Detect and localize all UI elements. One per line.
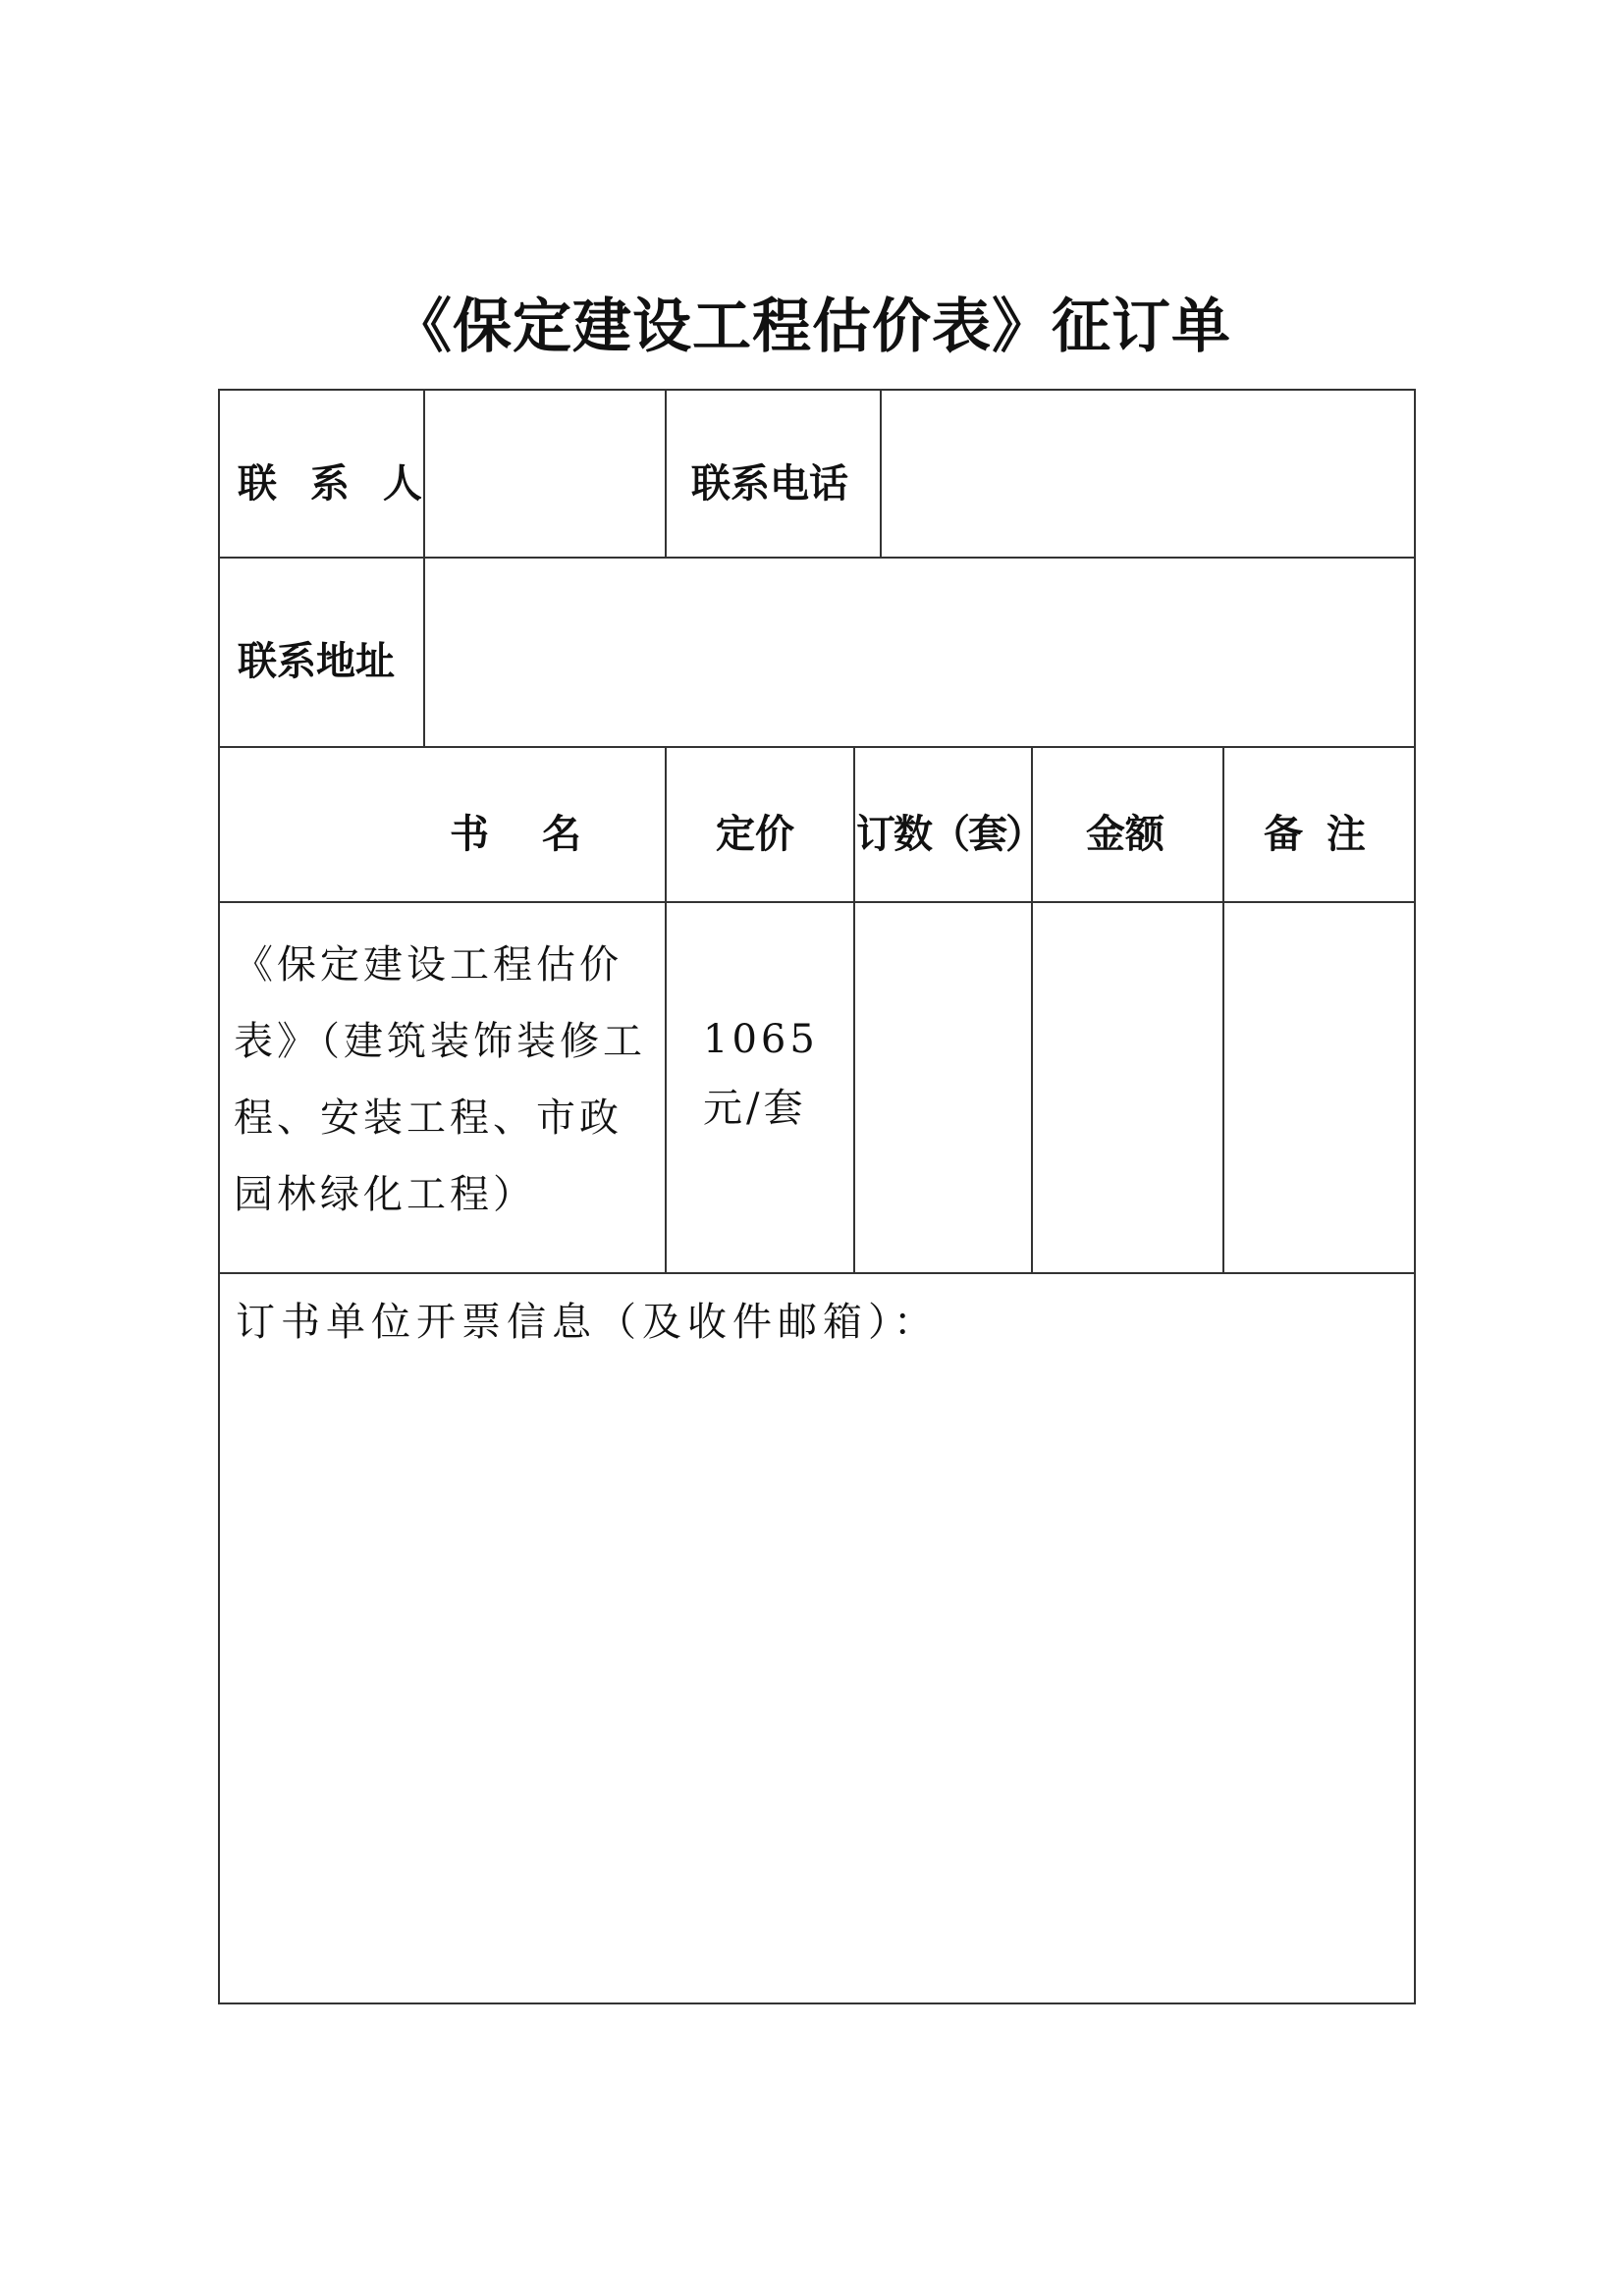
- table-line-row2: [218, 746, 1416, 748]
- table-line-bottom: [218, 2002, 1416, 2004]
- price-unit: 元/套: [703, 1086, 807, 1131]
- table-line-r1-b: [665, 389, 667, 559]
- contact-phone-label: 联系电话: [691, 461, 848, 507]
- header-price: 定价: [716, 812, 794, 857]
- contact-person-field[interactable]: [425, 391, 665, 557]
- amount-field[interactable]: [1033, 903, 1222, 1272]
- contact-address-field[interactable]: [425, 559, 1414, 746]
- contact-person-label: 联 系 人: [238, 461, 432, 507]
- table-line-r3-a: [665, 746, 667, 1274]
- contact-address-label: 联系地址: [238, 639, 395, 684]
- table-line-right: [1414, 389, 1416, 2004]
- header-quantity: 订数（套）: [856, 812, 1043, 857]
- table-line-row4: [218, 1272, 1416, 1274]
- remarks-field[interactable]: [1224, 903, 1414, 1272]
- invoice-info-label: 订书单位开票信息（及收件邮箱）：: [236, 1300, 939, 1345]
- contact-phone-field[interactable]: [882, 391, 1414, 557]
- price-value: 1065: [703, 1017, 819, 1062]
- price-cell: [703, 1005, 819, 1143]
- header-amount: 金额: [1086, 812, 1164, 857]
- page-title: 《保定建设工程估价表》征订单: [393, 293, 1231, 361]
- header-book-name: 书 名: [450, 812, 581, 857]
- book-title-cell: 《保定建设工程估价表》（建筑装饰装修工程、安装工程、市政园林绿化工程）: [234, 942, 646, 1217]
- header-remarks: 备 注: [1264, 812, 1366, 857]
- invoice-info-field[interactable]: [220, 1355, 1414, 2002]
- quantity-field[interactable]: [855, 903, 1031, 1272]
